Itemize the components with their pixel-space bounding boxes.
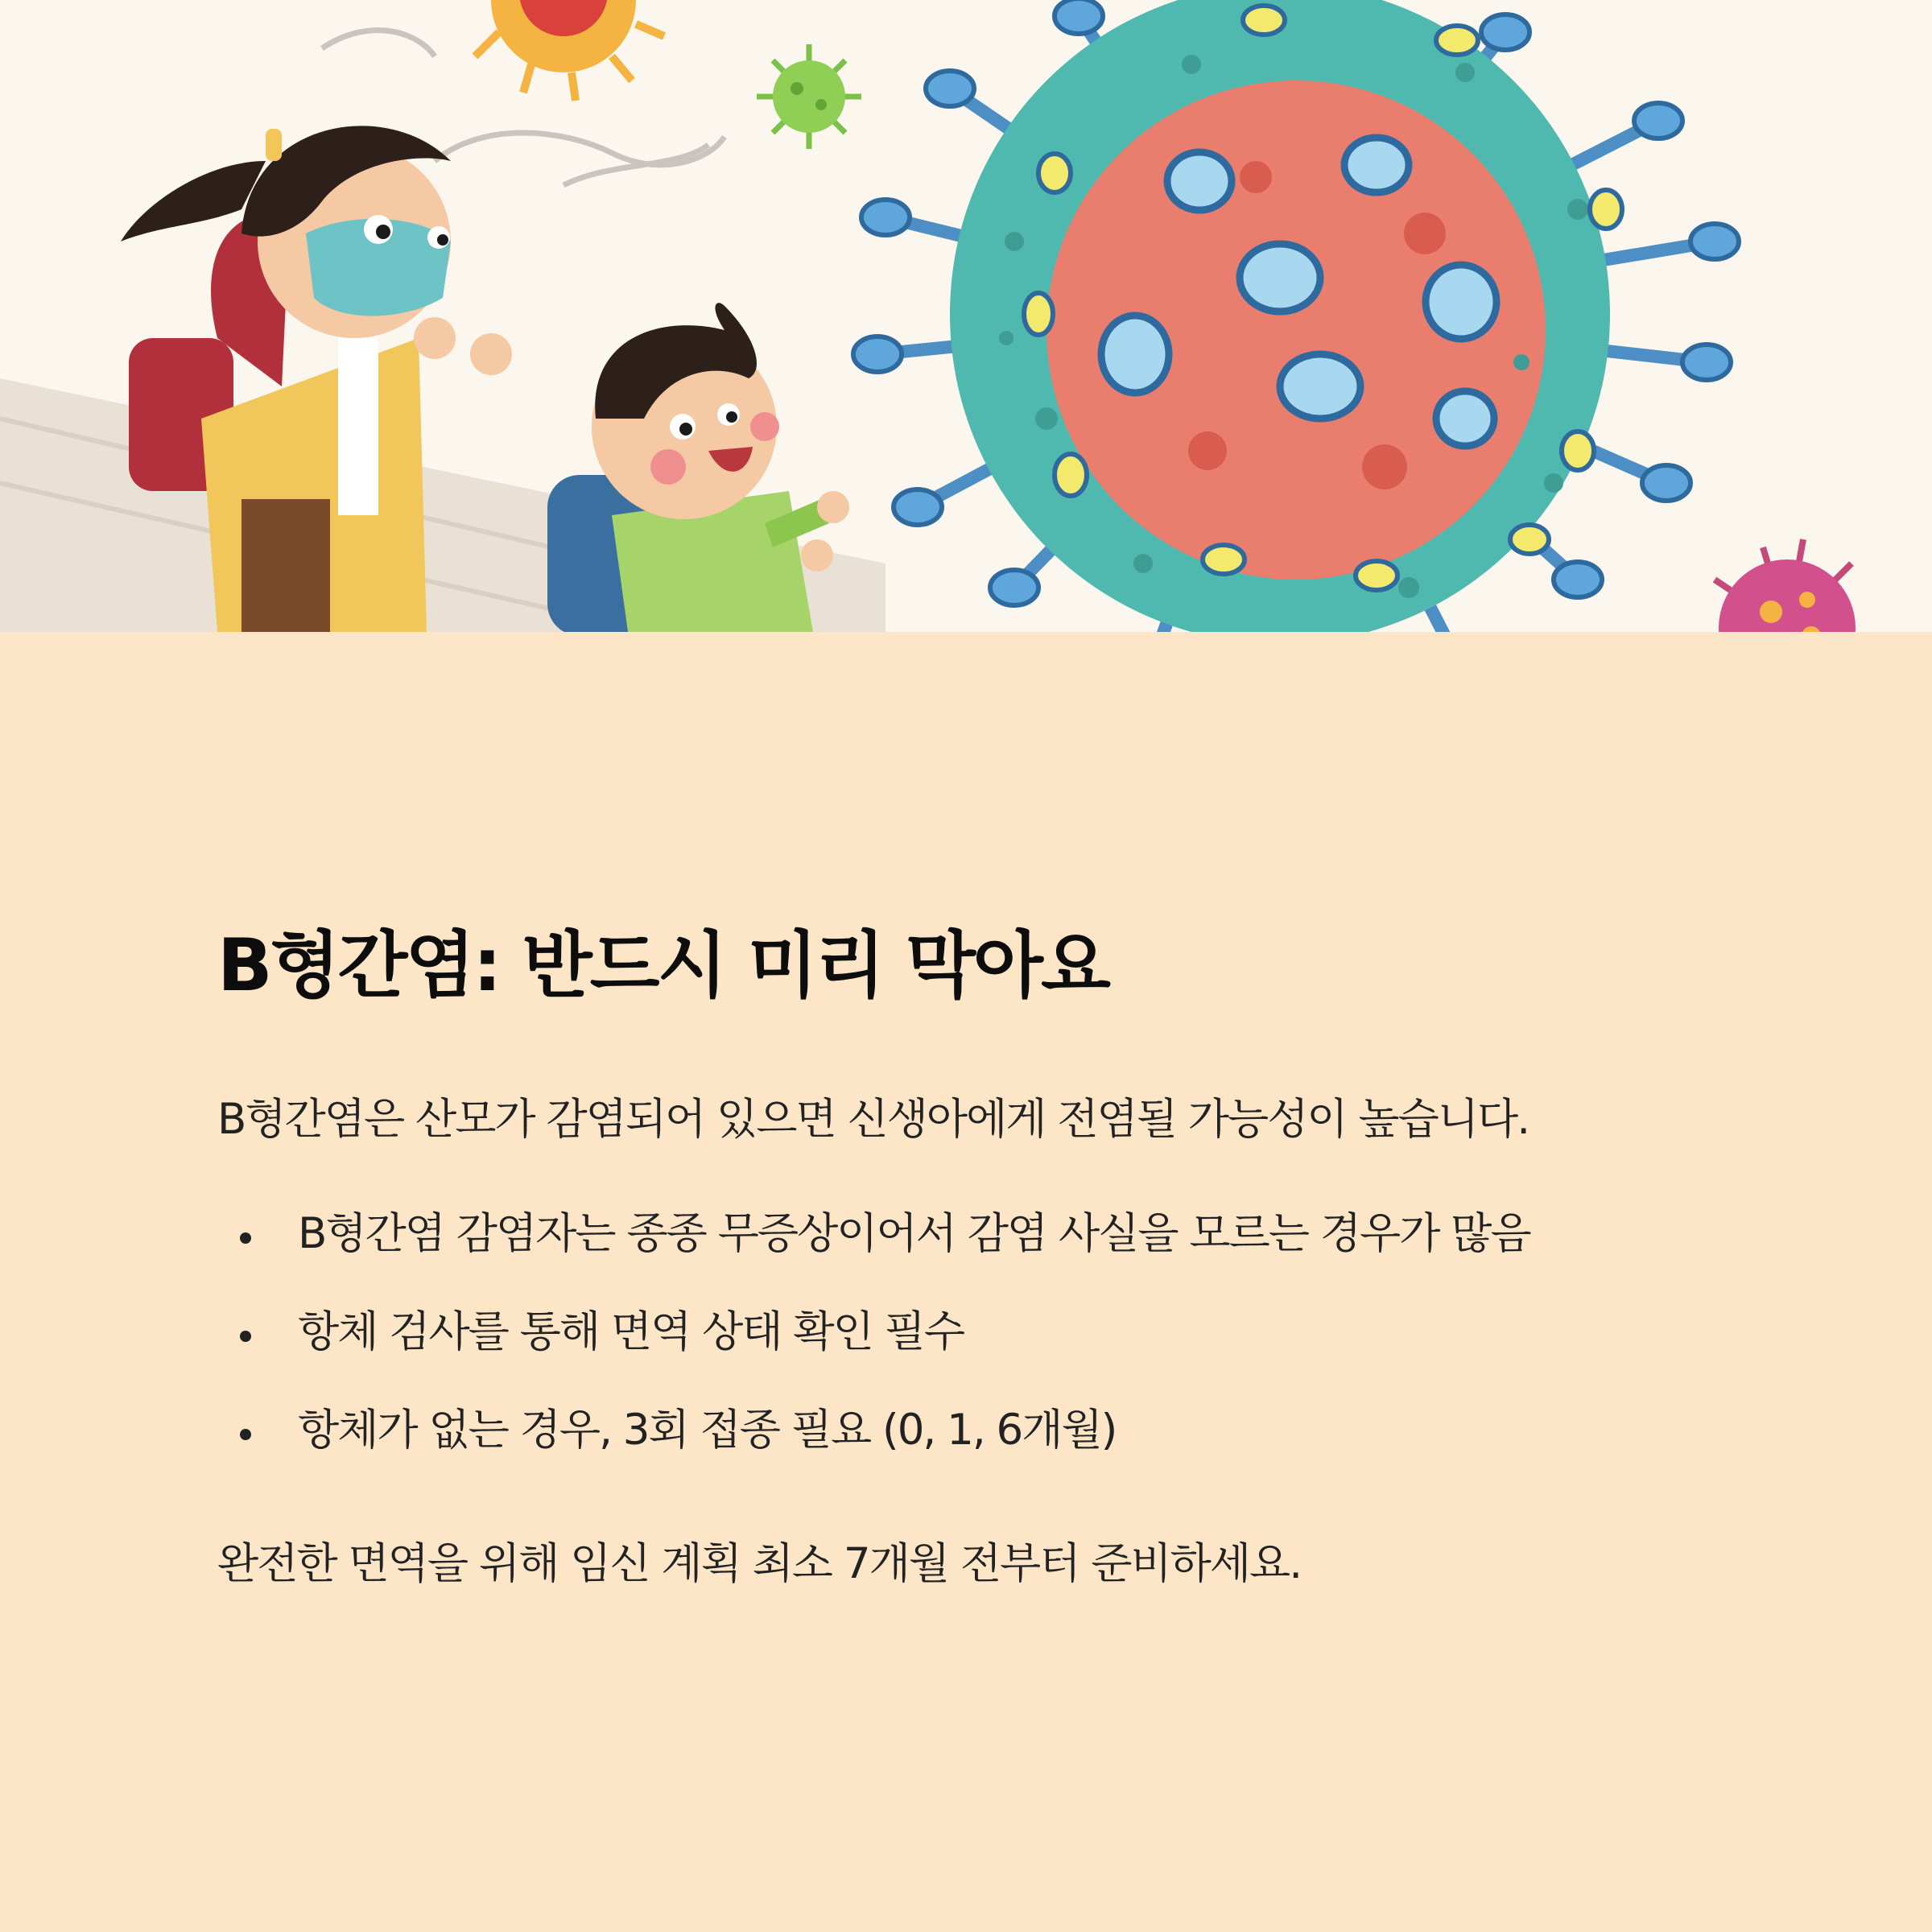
- green-virus-icon: [757, 44, 861, 149]
- list-item-text: 항체 검사를 통해 면역 상태 확인 필수: [298, 1307, 964, 1356]
- boy-with-backpack-icon: [547, 303, 849, 632]
- list-item: [217, 1307, 1747, 1405]
- bullet-dot-icon: [240, 1429, 251, 1440]
- virus-icon: [853, 0, 1739, 632]
- list-item-text: 항체가 없는 경우, 3회 접종 필요 (0, 1, 6개월): [298, 1405, 1117, 1455]
- page-title: B형간염: 반드시 미리 막아요: [217, 923, 1108, 1008]
- bullet-dot-icon: [240, 1232, 251, 1244]
- list-item-text: B형간염 감염자는 종종 무증상이어서 감염 사실을 모르는 경우가 많음: [298, 1208, 1530, 1258]
- intro-text: B형간염은 산모가 감염되어 있으면 신생아에게 전염될 가능성이 높습니다.: [217, 1095, 1530, 1144]
- hero-illustration: [0, 0, 1932, 632]
- bullet-list: [217, 1208, 1747, 1503]
- list-item: [217, 1405, 1747, 1503]
- bullet-dot-icon: [240, 1331, 251, 1342]
- info-card: [217, 923, 1747, 1589]
- list-item: [217, 1208, 1747, 1307]
- outro-text: 완전한 면역을 위해 임신 계획 최소 7개월 전부터 준비하세요.: [217, 1538, 1302, 1588]
- pink-virus-icon: [1715, 539, 1856, 632]
- hero-illustration-svg: [0, 0, 1932, 632]
- small-virus-icon: [475, 0, 664, 101]
